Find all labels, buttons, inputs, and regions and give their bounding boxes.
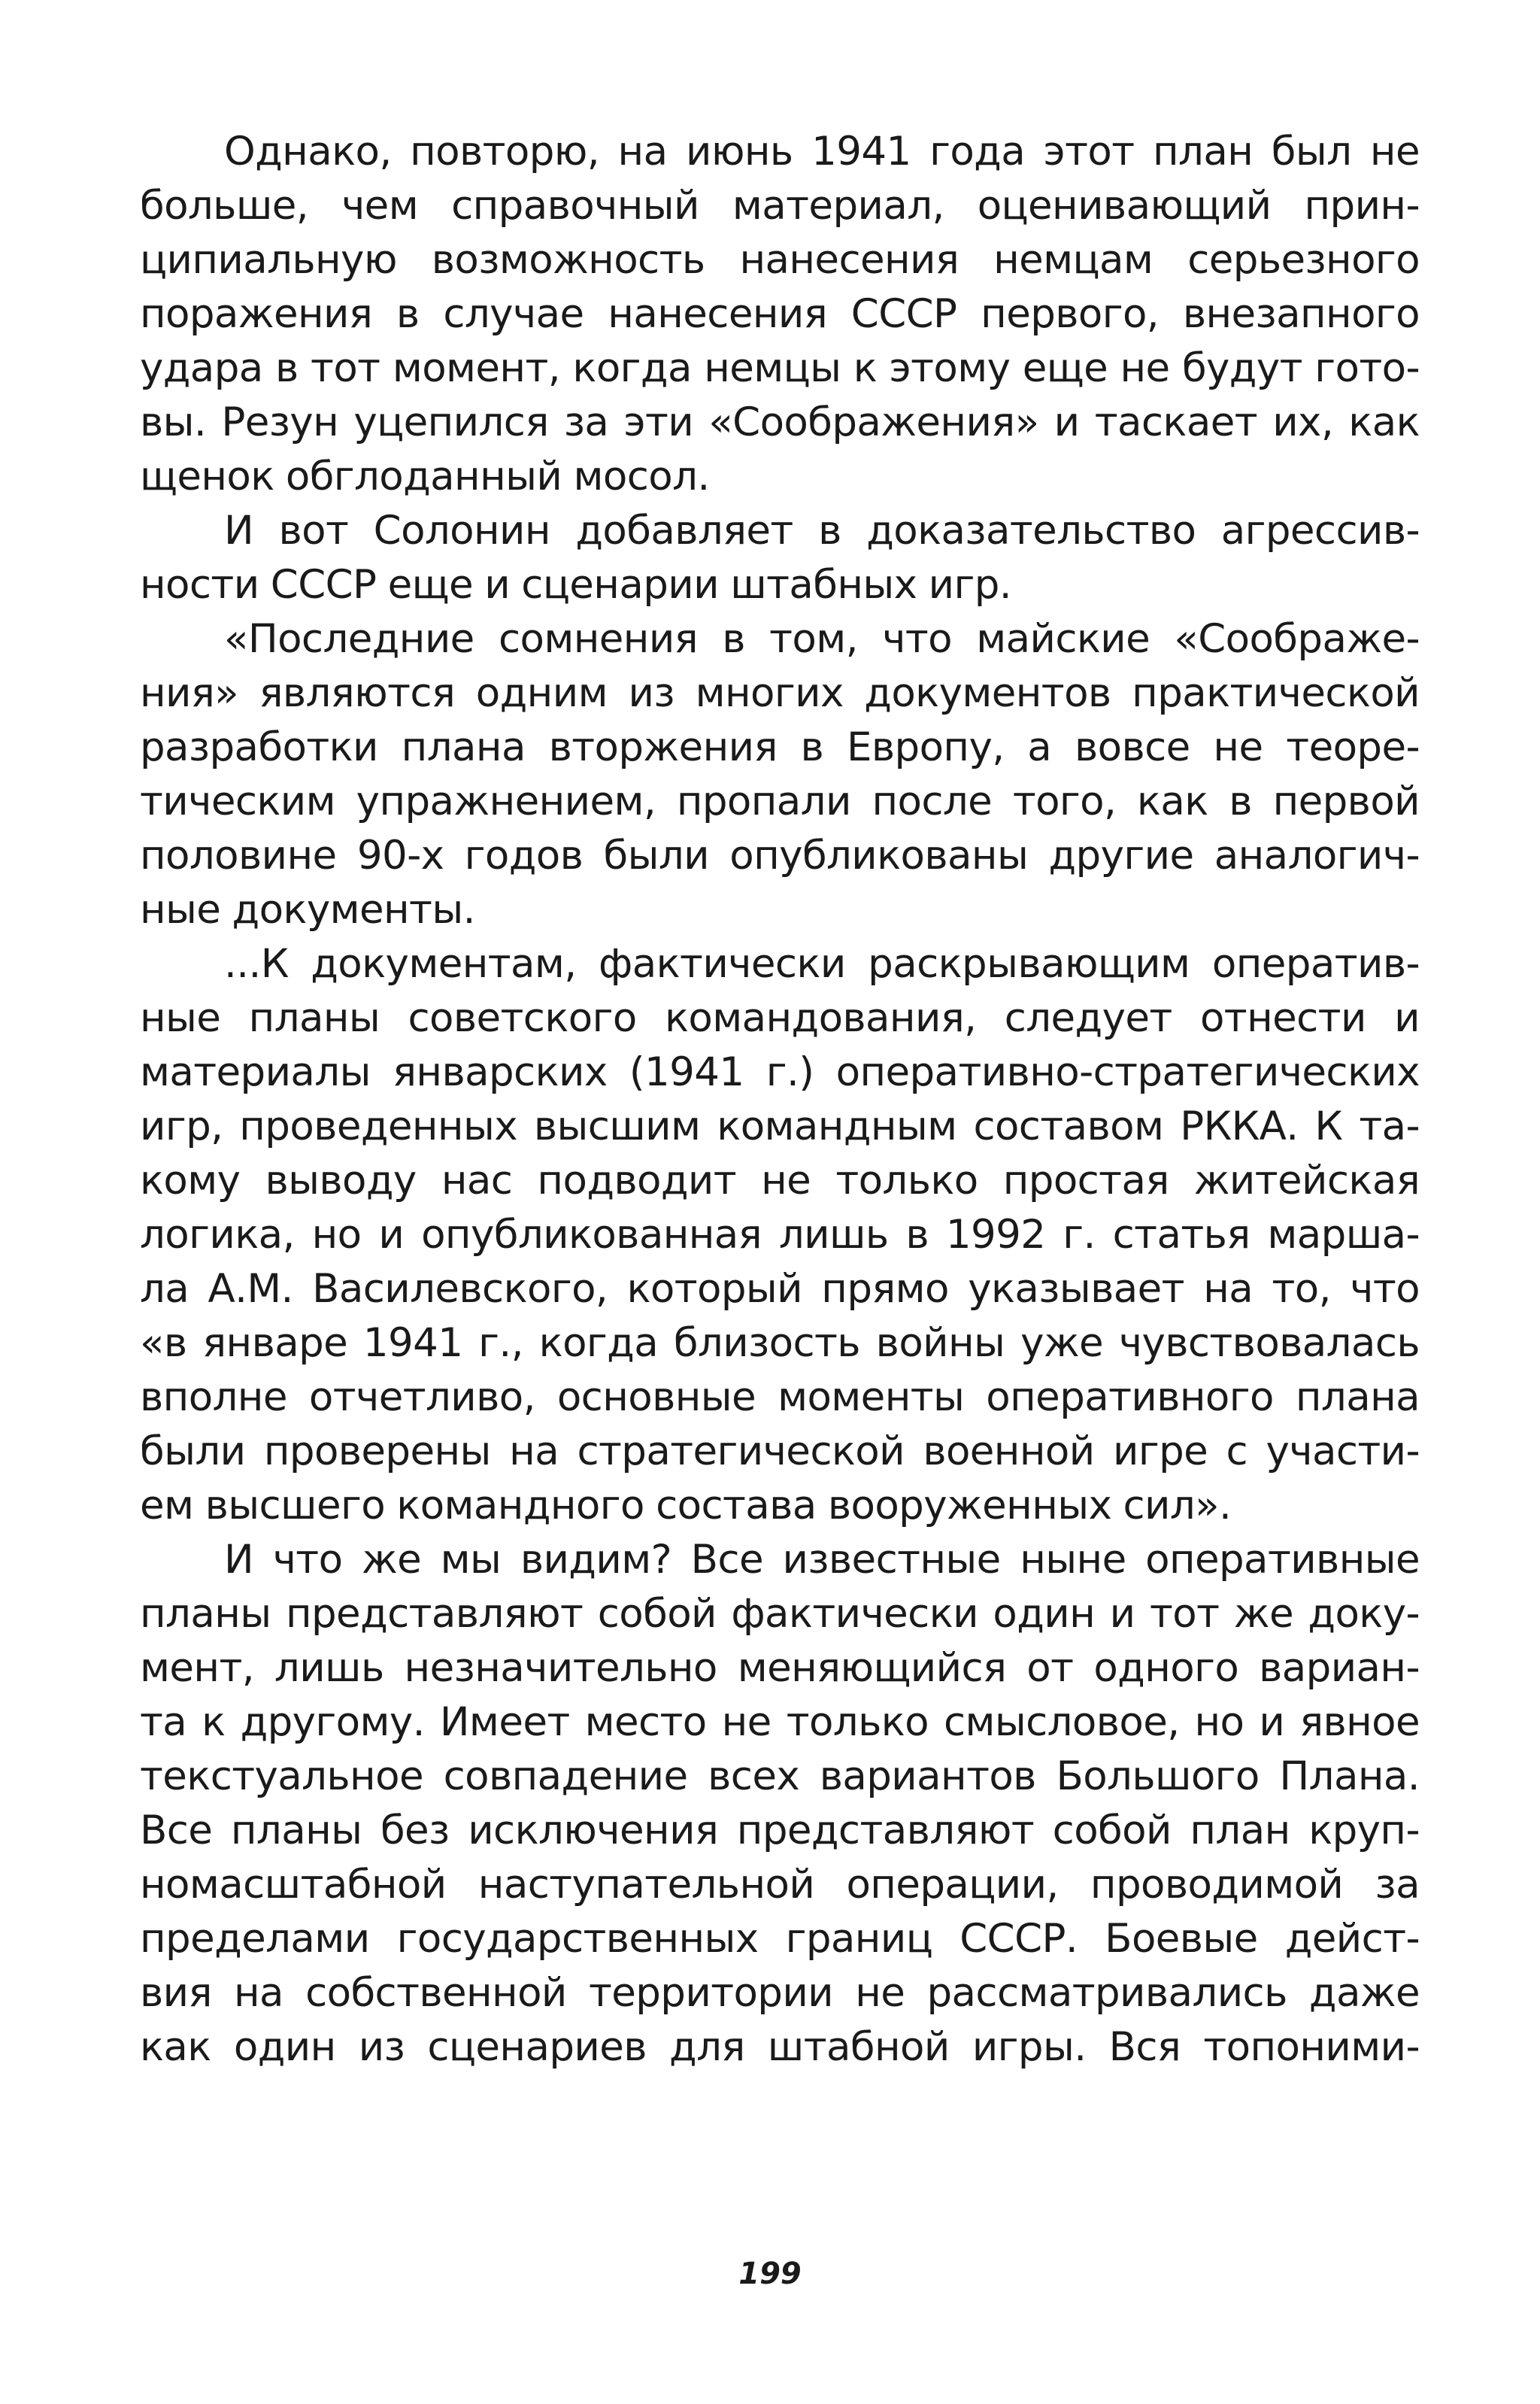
- text-line: ния» являются одним из многих документов практической: [140, 670, 1420, 716]
- text-line: «в январе 1941 г., когда близость войны уже чувствовалась: [140, 1320, 1420, 1366]
- text-line: Все планы без исключения представляют собой план круп-: [140, 1808, 1420, 1853]
- body-text: [140, 125, 1420, 2075]
- text-line: материалы январских (1941 г.) оперативно-стратегических: [140, 1049, 1420, 1095]
- text-line: мент, лишь незначительно меняющийся от одного вариан-: [140, 1645, 1420, 1691]
- text-line: номасштабной наступательной операции, проводимой за: [140, 1862, 1420, 1908]
- text-line: удара в тот момент, когда немцы к этому еще не будут гото-: [140, 345, 1420, 391]
- text-line: И вот Солонин добавляет в доказательство агрессив-: [224, 508, 1420, 554]
- text-line: вы. Резун уцепился за эти «Соображения» и таскает их, как: [140, 399, 1420, 445]
- text-line: текстуальное совпадение всех вариантов Большого Плана.: [140, 1753, 1420, 1799]
- text-line: были проверены на стратегической военной игре с участи-: [140, 1428, 1420, 1474]
- text-line: ...К документам, фактически раскрывающим оператив-: [224, 941, 1420, 987]
- text-line: «Последние сомнения в том, что майские «Соображе-: [224, 616, 1420, 662]
- text-line: пределами государственных границ СССР. Боевые дейст-: [140, 1916, 1420, 1962]
- text-line: вполне отчетливо, основные моменты оперативного плана: [140, 1374, 1420, 1420]
- text-line: ципиальную возможность нанесения немцам серьезного: [140, 237, 1420, 283]
- text-line: ности СССР еще и сценарии штабных игр.: [140, 562, 1012, 608]
- text-line: ные планы советского командования, следует отнести и: [140, 995, 1420, 1041]
- text-line: половине 90-х годов были опубликованы другие аналогич-: [140, 833, 1420, 879]
- text-line: как один из сценариев для штабной игры. Вся топоними-: [140, 2024, 1420, 2070]
- text-line: ла А.М. Василевского, который прямо указывает на то, что: [140, 1266, 1420, 1312]
- text-line: разработки плана вторжения в Европу, а вовсе не теоре-: [140, 724, 1420, 770]
- text-line: логика, но и опубликованная лишь в 1992 г. статья марша-: [140, 1212, 1420, 1258]
- text-line: кому выводу нас подводит не только простая житейская: [140, 1158, 1420, 1204]
- text-line: ные документы.: [140, 887, 475, 933]
- text-line: та к другому. Имеет место не только смысловое, но и явное: [140, 1699, 1420, 1745]
- text-line: щенок обглоданный мосол.: [140, 454, 710, 499]
- text-line: больше, чем справочный материал, оценивающий прин-: [140, 183, 1420, 229]
- text-line: планы представляют собой фактически один и тот же доку-: [140, 1591, 1420, 1637]
- text-line: игр, проведенных высшим командным составом РККА. К та-: [140, 1103, 1420, 1149]
- text-line: вия на собственной территории не рассматривались даже: [140, 1970, 1420, 2016]
- text-line: И что же мы видим? Все известные ныне оперативные: [224, 1537, 1420, 1583]
- page-number: 199: [738, 2257, 802, 2291]
- text-line: Однако, повторю, на июнь 1941 года этот план был не: [224, 129, 1420, 175]
- text-line: поражения в случае нанесения СССР первого, внезапного: [140, 291, 1420, 337]
- text-line: тическим упражнением, пропали после того, как в первой: [140, 779, 1420, 824]
- text-line: ем высшего командного состава вооруженных сил».: [140, 1483, 1232, 1528]
